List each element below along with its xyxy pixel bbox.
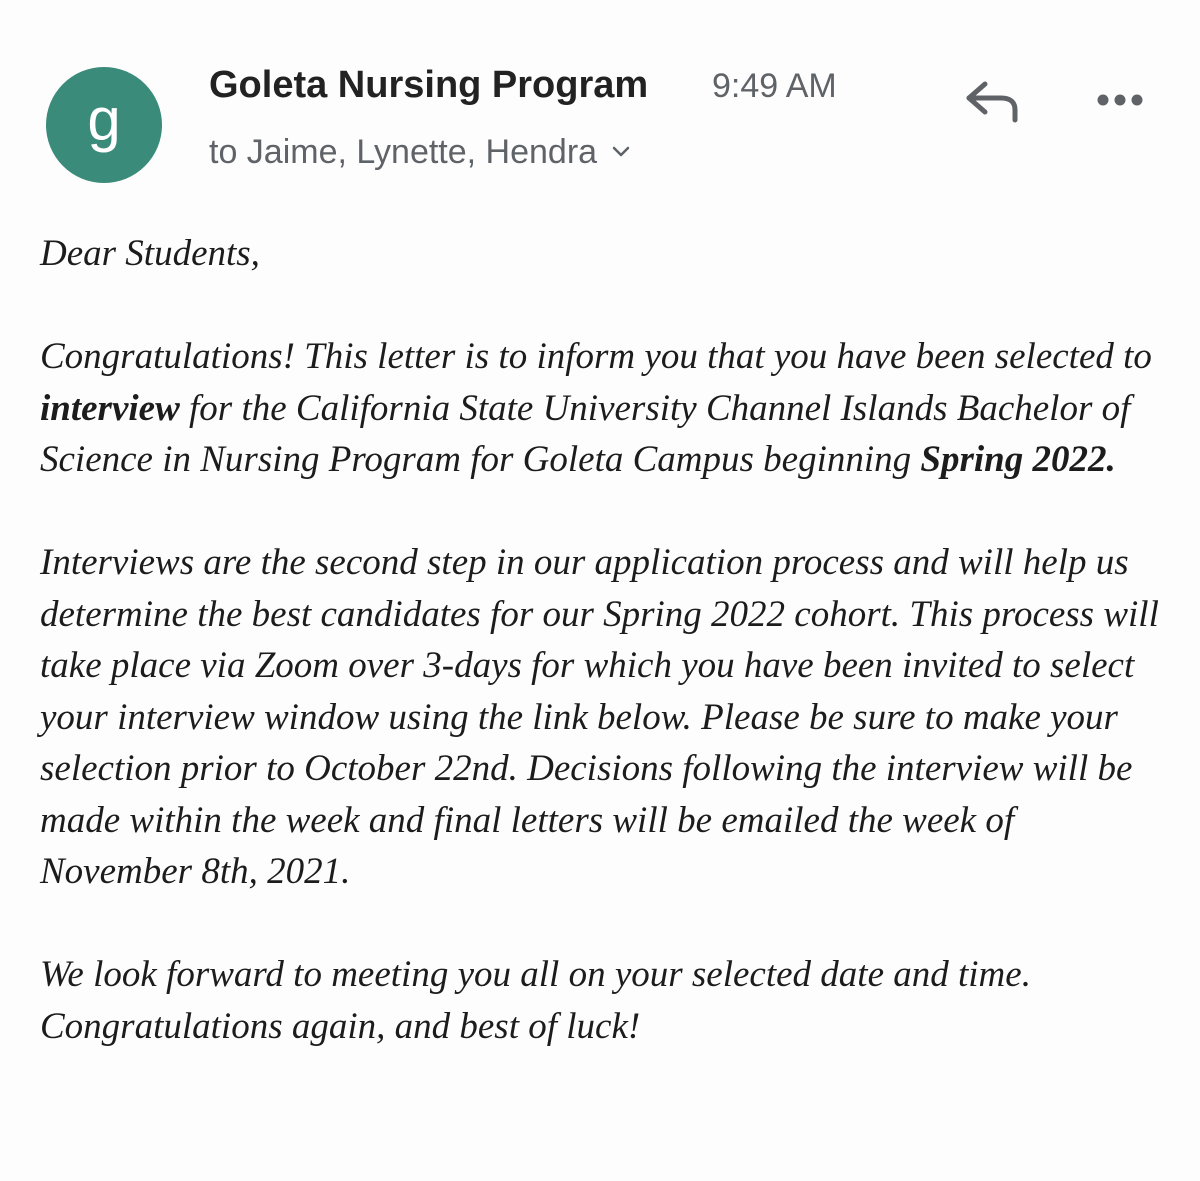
emphasis-interview: interview <box>40 387 180 429</box>
chevron-down-icon <box>611 145 631 164</box>
avatar-letter: g <box>87 86 121 153</box>
paragraph-interviews: Interviews are the second step in our application process and will help us determine the best candidates for our Spring 2022 cohort. This process will take place via Zoom over 3-days for which you have been invited to select your interview window using the link below. Please be sure to make your selection prior to October 22nd. Decisions following the interview will be made within the week and final letters will be emailed the week of November 8th, 2021. <box>40 542 1159 892</box>
email-time: 9:49 AM <box>712 67 837 105</box>
reply-icon <box>961 76 1021 129</box>
paragraph-text: Congratulations! This letter is to inform you that you have been selected to <box>40 336 1152 377</box>
email-body <box>40 228 1175 1052</box>
more-options-icon <box>1095 92 1145 113</box>
reply-button[interactable] <box>958 74 1024 130</box>
paragraph-closing: We look forward to meeting you all on your selected date and time. Congratulations again, and best of luck! <box>40 954 1031 1047</box>
recipients-text: to Jaime, Lynette, Hendra <box>209 133 598 171</box>
email-header <box>0 0 1200 200</box>
recipients-toggle[interactable] <box>209 133 631 172</box>
paragraph-text: for the California State University Channel Islands Bachelor of Science in Nursing Program for Goleta Campus beginning <box>40 387 1131 480</box>
emphasis-term: Spring 2022. <box>920 439 1116 480</box>
sender-name[interactable]: Goleta Nursing Program <box>209 64 649 106</box>
greeting: Dear Students, <box>40 233 260 274</box>
paragraph-congratulations <box>40 331 1175 486</box>
sender-avatar[interactable] <box>46 67 162 183</box>
more-options-button[interactable] <box>1090 80 1150 124</box>
